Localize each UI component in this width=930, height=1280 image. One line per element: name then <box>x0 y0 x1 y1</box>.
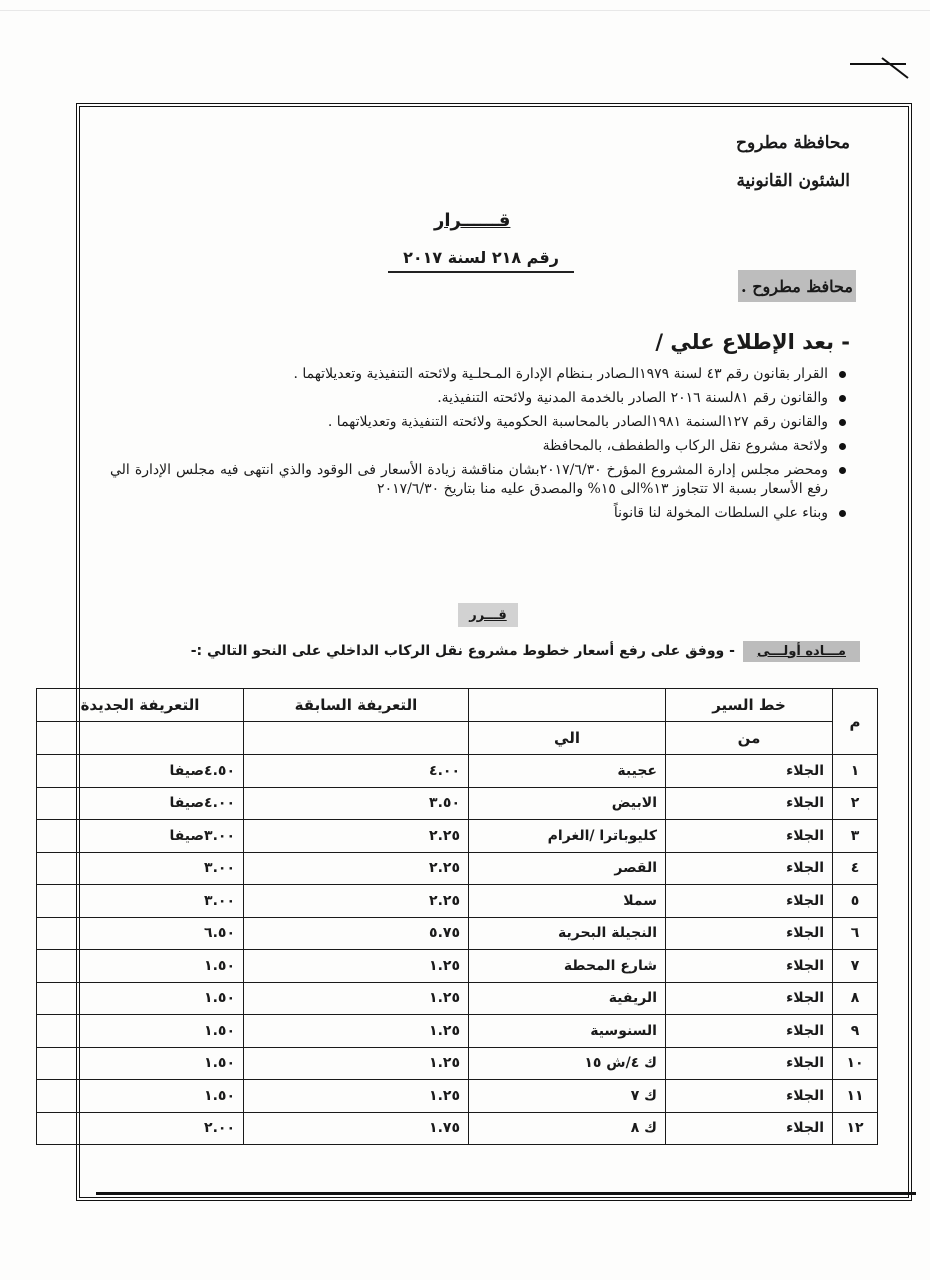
preamble-heading: - بعد الإطلاع علي / <box>655 330 850 354</box>
decree-number: رقم ٢١٨ لسنة ٢٠١٧ <box>388 248 574 273</box>
table-row <box>37 787 878 820</box>
route-to: الريفية <box>469 982 666 1015</box>
previous-fare: ٢.٢٥ <box>244 885 469 918</box>
table-row <box>37 1080 878 1113</box>
route-from: الجلاء <box>666 820 833 853</box>
route-from: الجلاء <box>666 787 833 820</box>
new-fare: ٣.٠٠ <box>37 885 244 918</box>
previous-fare: ١.٢٥ <box>244 950 469 983</box>
route-to: عجيبة <box>469 755 666 788</box>
route-to: سملا <box>469 885 666 918</box>
route-to: شارع المحطة <box>469 950 666 983</box>
preamble-list <box>110 365 850 528</box>
route-from: الجلاء <box>666 1080 833 1113</box>
col-previous-blank <box>244 722 469 755</box>
col-previous-header: التعريفة السابقة <box>244 689 469 722</box>
row-number: ١١ <box>833 1080 878 1113</box>
route-to: السنوسية <box>469 1015 666 1048</box>
route-from: الجلاء <box>666 852 833 885</box>
row-number: ١٠ <box>833 1047 878 1080</box>
list-item: والقانون رقم ١٢٧السنمة ١٩٨١الصادر بالمحاسبة الحكومية ولائحته التنفيذية وتعديلاتهما . <box>110 413 850 432</box>
route-from: الجلاء <box>666 1112 833 1145</box>
row-number: ١ <box>833 755 878 788</box>
list-item: ومحضر مجلس إدارة المشروع المؤرخ ٢٠١٧/٦/٣٠بشان مناقشة زيادة الأسعار فى الوقود والذي انتهى فيه مجلس الإدارة الي رفع الأسعار بسبة الا تتجاوز ١٣%الى ١٥% والمصدق عليه منا بتاريخ ٢٠١٧/٦/٣٠ <box>110 461 850 499</box>
row-number: ٤ <box>833 852 878 885</box>
col-num-header: م <box>833 689 878 755</box>
decision-heading: قـــرر <box>458 603 518 627</box>
previous-fare: ١.٢٥ <box>244 1080 469 1113</box>
table-row <box>37 852 878 885</box>
new-fare: ١.٥٠ <box>37 950 244 983</box>
route-from: الجلاء <box>666 950 833 983</box>
col-new-header: التعريفة الجديدة <box>37 689 244 722</box>
new-fare: ٣.٠٠ <box>37 852 244 885</box>
previous-fare: ١.٢٥ <box>244 1015 469 1048</box>
row-number: ١٢ <box>833 1112 878 1145</box>
fare-table-container <box>80 688 878 1145</box>
previous-fare: ١.٢٥ <box>244 982 469 1015</box>
col-route-header: خط السير <box>666 689 833 722</box>
table-subheader-row <box>37 722 878 755</box>
list-item: والقانون رقم ٨١لسنة ٢٠١٦ الصادر بالخدمة المدنية ولائحته التنفيذية. <box>110 389 850 408</box>
route-to: النجيلة البحرية <box>469 917 666 950</box>
list-item: وبناء علي السلطات المخولة لنا قانوناً <box>110 504 850 523</box>
table-row <box>37 1112 878 1145</box>
table-row <box>37 885 878 918</box>
col-route-blank <box>469 689 666 722</box>
previous-fare: ٢.٢٥ <box>244 820 469 853</box>
previous-fare: ٤.٠٠ <box>244 755 469 788</box>
route-to: ك ٧ <box>469 1080 666 1113</box>
route-from: الجلاء <box>666 1047 833 1080</box>
new-fare: ١.٥٠ <box>37 1047 244 1080</box>
row-number: ٥ <box>833 885 878 918</box>
route-to: الابيض <box>469 787 666 820</box>
row-number: ٢ <box>833 787 878 820</box>
route-from: الجلاء <box>666 885 833 918</box>
row-number: ٦ <box>833 917 878 950</box>
corner-pen-mark-icon <box>848 56 910 80</box>
route-from: الجلاء <box>666 1015 833 1048</box>
table-header-row <box>37 689 878 722</box>
previous-fare: ١.٧٥ <box>244 1112 469 1145</box>
table-row <box>37 917 878 950</box>
table-row <box>37 755 878 788</box>
row-number: ٣ <box>833 820 878 853</box>
col-to-header: الي <box>469 722 666 755</box>
route-to: ك ٤/ش ١٥ <box>469 1047 666 1080</box>
article-text: - ووفق على رفع أسعار خطوط مشروع نقل الركاب الداخلي على النحو التالي :- <box>190 643 735 659</box>
previous-fare: ٥.٧٥ <box>244 917 469 950</box>
route-to: كليوباترا /الغرام <box>469 820 666 853</box>
new-fare: ٣.٠٠صيفا <box>37 820 244 853</box>
new-fare: ١.٥٠ <box>37 982 244 1015</box>
route-from: الجلاء <box>666 755 833 788</box>
new-fare: ١.٥٠ <box>37 1080 244 1113</box>
new-fare: ٢.٠٠ <box>37 1112 244 1145</box>
previous-fare: ١.٢٥ <box>244 1047 469 1080</box>
article-label: مـــاده أولـــى <box>743 641 860 662</box>
col-new-blank <box>37 722 244 755</box>
page-top-edge <box>0 10 930 11</box>
route-to: القصر <box>469 852 666 885</box>
row-number: ٧ <box>833 950 878 983</box>
new-fare: ٤.٠٠صيفا <box>37 787 244 820</box>
department-name: الشئون القانونية <box>736 171 850 191</box>
new-fare: ١.٥٠ <box>37 1015 244 1048</box>
table-row <box>37 982 878 1015</box>
list-item: القرار بقانون رقم ٤٣ لسنة ١٩٧٩الـصادر بـنظام الإدارة المـحلـية ولائحته التنفيذية وتعديلاتهما . <box>110 365 850 384</box>
decree-title: قــــــرار <box>434 210 511 231</box>
table-row <box>37 950 878 983</box>
issuer-label: محافظ مطروح . <box>738 270 856 302</box>
route-to: ك ٨ <box>469 1112 666 1145</box>
previous-fare: ٢.٢٥ <box>244 852 469 885</box>
row-number: ٨ <box>833 982 878 1015</box>
new-fare: ٤.٥٠صيفا <box>37 755 244 788</box>
previous-fare: ٣.٥٠ <box>244 787 469 820</box>
article-one <box>160 636 860 666</box>
table-row <box>37 820 878 853</box>
col-from-header: من <box>666 722 833 755</box>
table-row <box>37 1015 878 1048</box>
governorate-name: محافظة مطروح <box>736 133 850 153</box>
fare-table <box>36 688 878 1145</box>
route-from: الجلاء <box>666 982 833 1015</box>
list-item: ولائحة مشروع نقل الركاب والطفطف، بالمحافظة <box>110 437 850 456</box>
table-row <box>37 1047 878 1080</box>
document-bottom-rule <box>96 1192 916 1195</box>
route-from: الجلاء <box>666 917 833 950</box>
row-number: ٩ <box>833 1015 878 1048</box>
new-fare: ٦.٥٠ <box>37 917 244 950</box>
